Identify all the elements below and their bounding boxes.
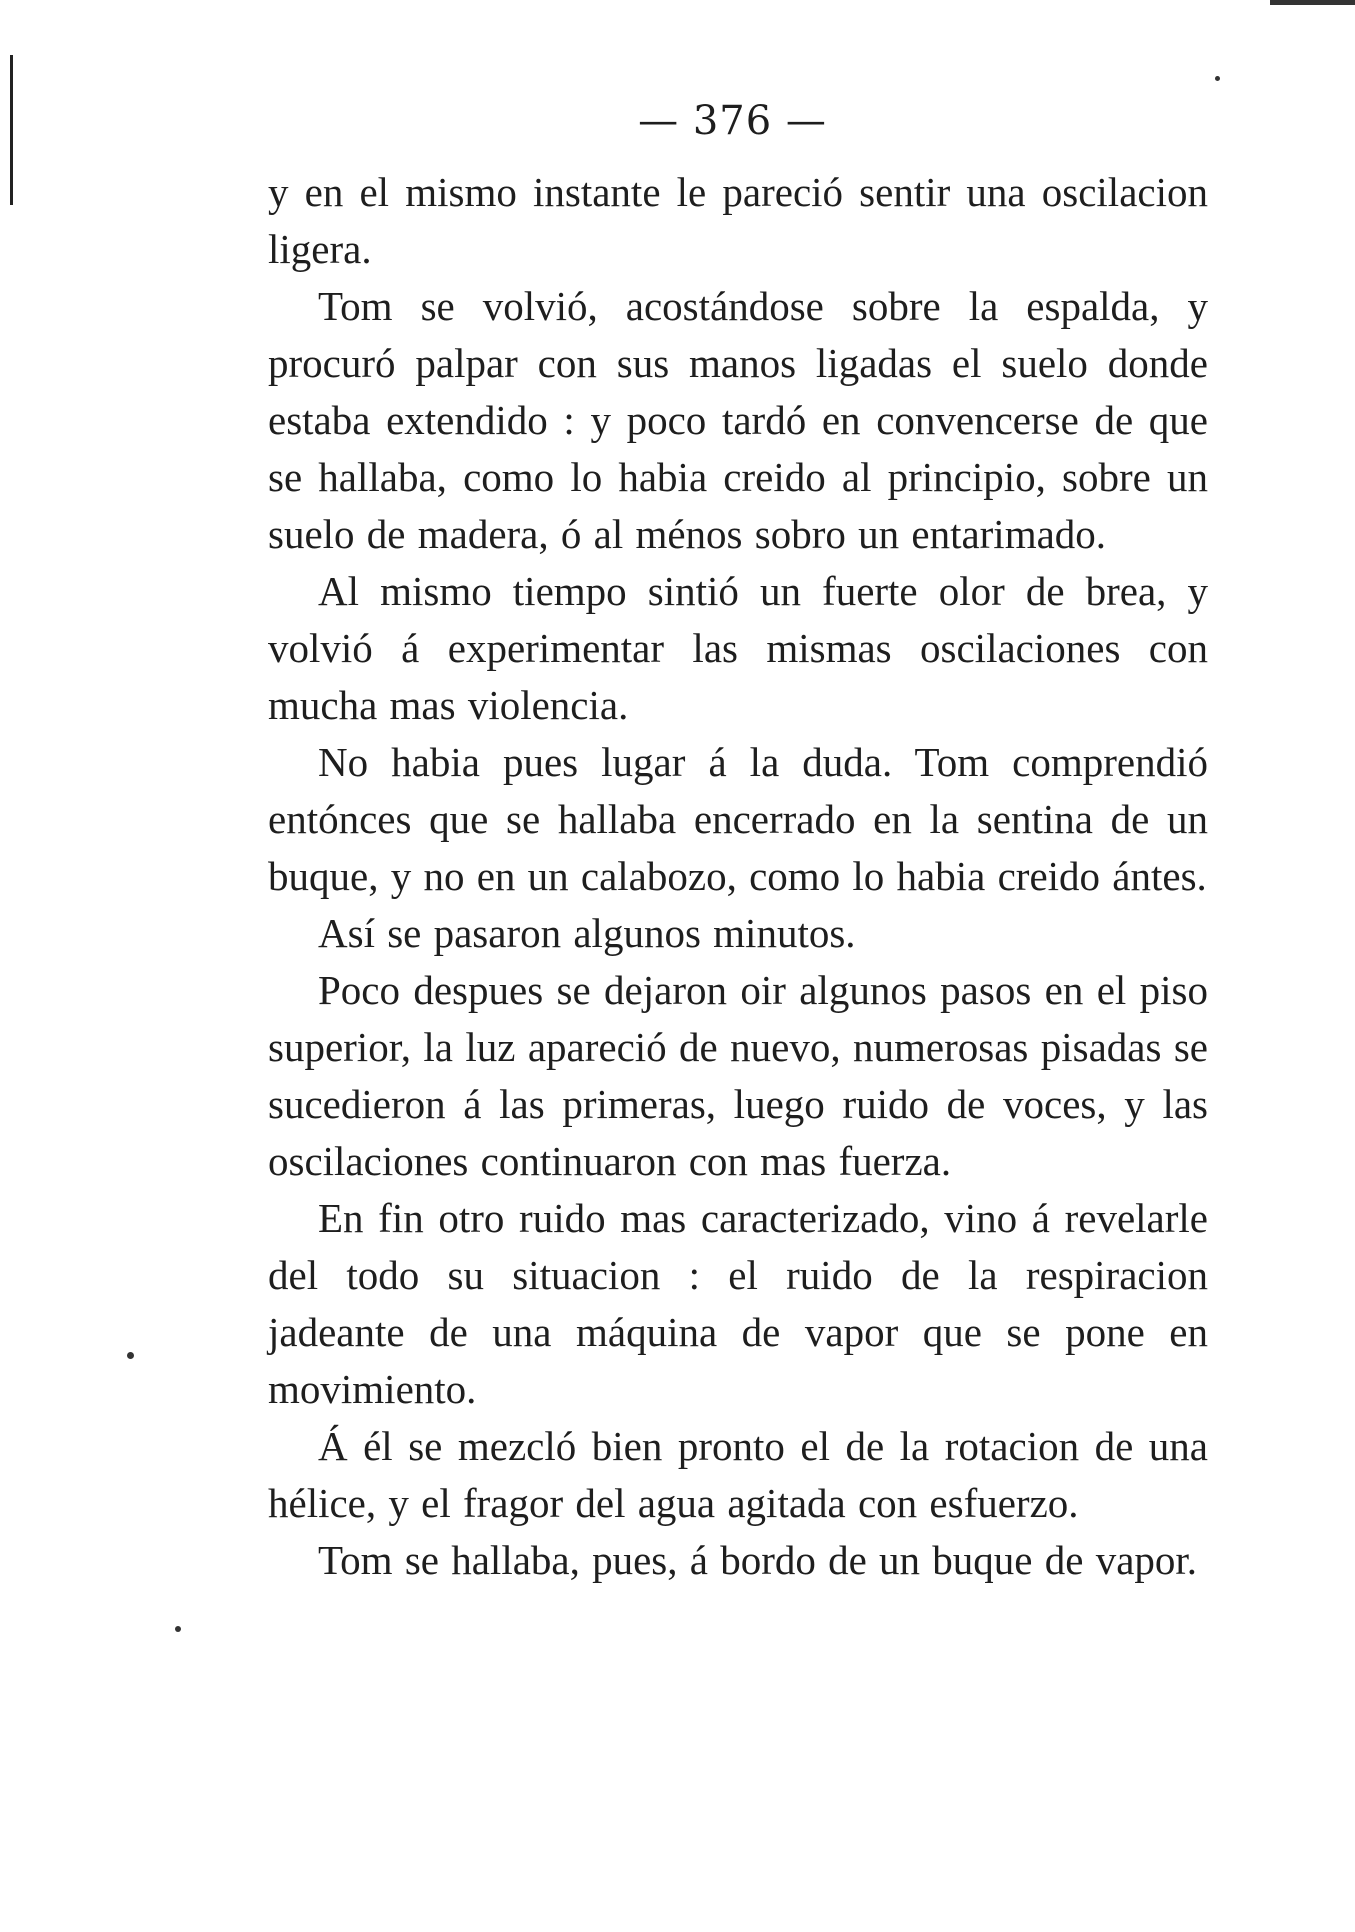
- paragraph: No habia pues lugar á la duda. Tom comprendió entónces que se hallaba encerrado en la sentina de un buque, y no en un calabozo, como lo habia creido ántes.: [268, 739, 1208, 899]
- paragraph: Así se pasaron algunos minutos.: [318, 910, 856, 956]
- page-number: — 376 —: [638, 98, 827, 144]
- scan-top-edge-mark: [1270, 0, 1355, 5]
- paragraph: Tom se hallaba, pues, á bordo de un buque de vapor.: [318, 1537, 1198, 1583]
- paragraph: Tom se volvió, acostándose sobre la espalda, y procuró palpar con sus manos ligadas el suelo donde estaba extendido : y poco tardó en convencerse de que se hallaba, como lo habia creido al principio, sobre un suelo de madera, ó al ménos sobro un entarimado.: [268, 283, 1208, 557]
- body-text: [268, 164, 1208, 1589]
- paragraph: Á él se mezcló bien pronto el de la rotacion de una hélice, y el fragor del agua agitada con esfuerzo.: [268, 1423, 1208, 1526]
- paragraph: En fin otro ruido mas caracterizado, vino á revelarle del todo su situacion : el ruido de la respiracion jadeante de una máquina de vapor que se pone en movimiento.: [268, 1195, 1208, 1412]
- paragraph: Al mismo tiempo sintió un fuerte olor de brea, y volvió á experimentar las mismas oscilaciones con mucha mas violencia.: [268, 568, 1208, 728]
- paragraph: Poco despues se dejaron oir algunos pasos en el piso superior, la luz apareció de nuevo, numerosas pisadas se sucedieron á las primeras, luego ruido de voces, y las oscilaciones continuaron con mas fuerza.: [268, 967, 1208, 1184]
- scan-speck: [175, 1626, 181, 1632]
- paragraph: y en el mismo instante le pareció sentir una oscilacion ligera.: [268, 169, 1208, 272]
- scan-speck: [127, 1352, 134, 1359]
- scan-speck: [1215, 76, 1220, 81]
